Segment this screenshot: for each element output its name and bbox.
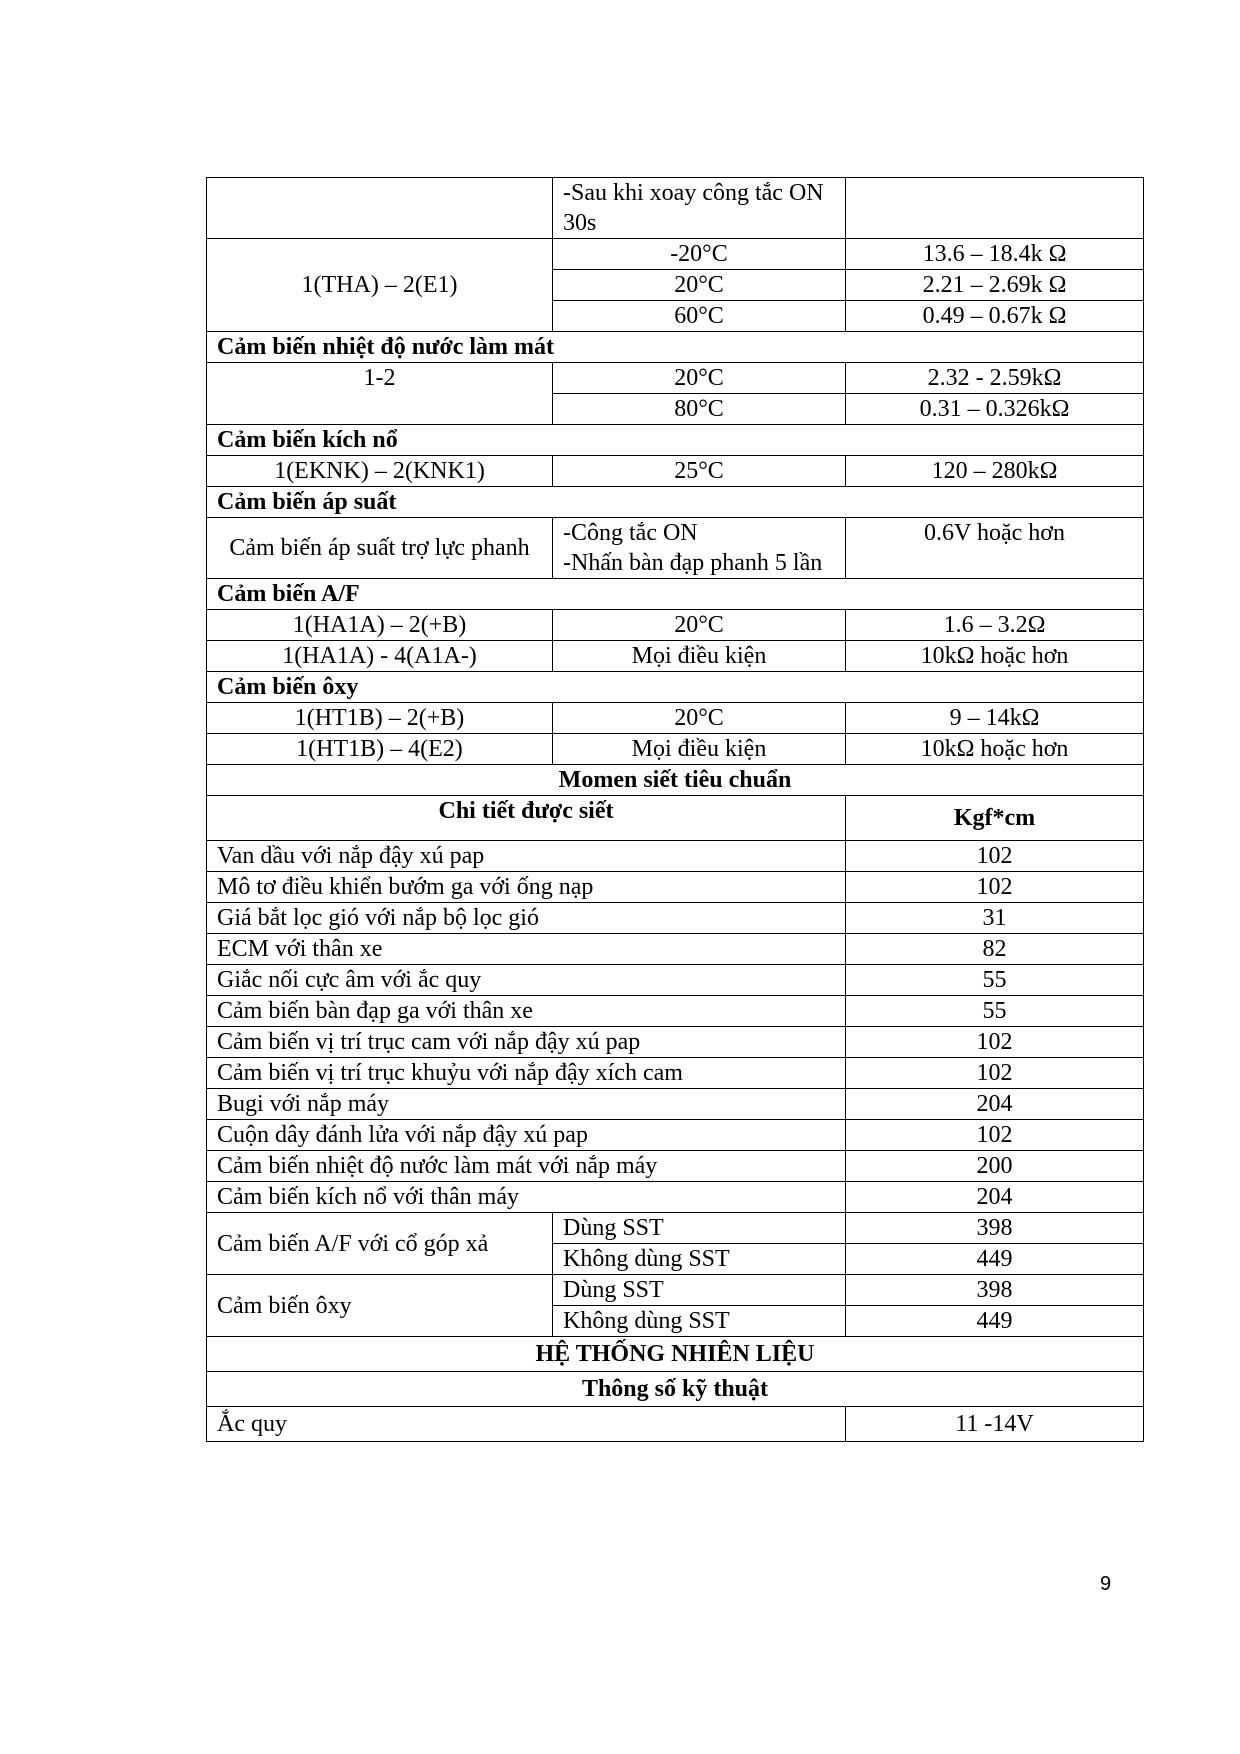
section-header xyxy=(207,579,1144,610)
torque-value: 102 xyxy=(846,1120,1144,1151)
knock-title: Cảm biến kích nổ xyxy=(207,425,1144,456)
table-row xyxy=(207,903,1144,934)
table-row xyxy=(207,1120,1144,1151)
table-row xyxy=(207,1151,1144,1182)
torque-value: 102 xyxy=(846,1027,1144,1058)
af-cond: Mọi điều kiện xyxy=(553,641,846,672)
table-row xyxy=(207,363,1144,394)
oxy-cond: 20°C xyxy=(553,703,846,734)
torque-part: Cảm biến vị trí trục cam với nắp đậy xú pap xyxy=(207,1027,846,1058)
tha-terminal: 1(THA) – 2(E1) xyxy=(207,239,553,332)
torque-value: 82 xyxy=(846,934,1144,965)
section-header xyxy=(207,672,1144,703)
torque-value: 102 xyxy=(846,872,1144,903)
torque-value: 200 xyxy=(846,1151,1144,1182)
pressure-name: Cảm biến áp suất trợ lực phanh xyxy=(207,518,553,579)
table-row xyxy=(207,1275,1144,1306)
oxy-value: 10kΩ hoặc hơn xyxy=(846,734,1144,765)
knock-cond: 25°C xyxy=(553,456,846,487)
oxy-torque-value: 449 xyxy=(846,1306,1144,1337)
pressure-cond xyxy=(553,518,846,579)
tha-value: 2.21 – 2.69k Ω xyxy=(846,270,1144,301)
table-row xyxy=(207,703,1144,734)
torque-value: 102 xyxy=(846,1058,1144,1089)
oxy-cond: Mọi điều kiện xyxy=(553,734,846,765)
torque-value: 102 xyxy=(846,841,1144,872)
coolant-title: Cảm biến nhiệt độ nước làm mát xyxy=(207,332,1144,363)
torque-part: Cảm biến kích nổ với thân máy xyxy=(207,1182,846,1213)
af-terminal: 1(HA1A) – 2(+B) xyxy=(207,610,553,641)
torque-part: ECM với thân xe xyxy=(207,934,846,965)
pressure-value: 0.6V hoặc hơn xyxy=(846,518,1144,579)
table-row xyxy=(207,996,1144,1027)
coolant-value: 2.32 - 2.59kΩ xyxy=(846,363,1144,394)
section-header xyxy=(207,487,1144,518)
section-header xyxy=(207,765,1144,796)
pressure-cond-1: -Công tắc ON xyxy=(563,520,698,546)
oxy-torque-value: 398 xyxy=(846,1275,1144,1306)
table-row xyxy=(207,872,1144,903)
torque-value: 55 xyxy=(846,996,1144,1027)
table-row xyxy=(207,239,1144,270)
af-torque-part: Cảm biến A/F với cổ góp xả xyxy=(207,1213,553,1275)
tha-cond: 60°C xyxy=(553,301,846,332)
tha-cond: -20°C xyxy=(553,239,846,270)
battery-label: Ắc quy xyxy=(207,1407,846,1442)
af-torque-method: Dùng SST xyxy=(553,1213,846,1244)
torque-header-row xyxy=(207,796,1144,841)
torque-part: Mô tơ điều khiển bướm ga với ống nạp xyxy=(207,872,846,903)
oxy-terminal: 1(HT1B) – 4(E2) xyxy=(207,734,553,765)
table-row xyxy=(207,178,1144,239)
torque-part: Cảm biến bàn đạp ga với thân xe xyxy=(207,996,846,1027)
table-row xyxy=(207,518,1144,579)
table-row xyxy=(207,1407,1144,1442)
table-row xyxy=(207,734,1144,765)
tha-cond: 20°C xyxy=(553,270,846,301)
table-row xyxy=(207,1213,1144,1244)
tha-value: 0.49 – 0.67k Ω xyxy=(846,301,1144,332)
torque-col-value: Kgf*cm xyxy=(846,796,1144,841)
tha-value: 13.6 – 18.4k Ω xyxy=(846,239,1144,270)
table-row xyxy=(207,641,1144,672)
torque-value: 204 xyxy=(846,1182,1144,1213)
torque-part: Giá bắt lọc gió với nắp bộ lọc gió xyxy=(207,903,846,934)
section-header xyxy=(207,332,1144,363)
switch-condition: -Sau khi xoay công tắc ON 30s xyxy=(553,178,846,239)
oxy-torque-part: Cảm biến ôxy xyxy=(207,1275,553,1337)
fuel-subtitle: Thông số kỹ thuật xyxy=(207,1372,1144,1407)
af-value: 1.6 – 3.2Ω xyxy=(846,610,1144,641)
section-header xyxy=(207,425,1144,456)
af-torque-value: 398 xyxy=(846,1213,1144,1244)
table-row xyxy=(207,1182,1144,1213)
af-title: Cảm biến A/F xyxy=(207,579,1144,610)
torque-col-part: Chi tiết được siết xyxy=(207,796,846,841)
torque-part: Giắc nối cực âm với ắc quy xyxy=(207,965,846,996)
table-row xyxy=(207,610,1144,641)
oxy-value: 9 – 14kΩ xyxy=(846,703,1144,734)
table-row xyxy=(207,1089,1144,1120)
torque-part: Cuộn dây đánh lửa với nắp đậy xú pap xyxy=(207,1120,846,1151)
section-header xyxy=(207,1372,1144,1407)
pressure-title: Cảm biến áp suất xyxy=(207,487,1144,518)
torque-title: Momen siết tiêu chuẩn xyxy=(207,765,1144,796)
af-value: 10kΩ hoặc hơn xyxy=(846,641,1144,672)
af-torque-method: Không dùng SST xyxy=(553,1244,846,1275)
table-row xyxy=(207,1027,1144,1058)
torque-value: 31 xyxy=(846,903,1144,934)
oxy-title: Cảm biến ôxy xyxy=(207,672,1144,703)
table-row xyxy=(207,456,1144,487)
oxy-torque-method: Dùng SST xyxy=(553,1275,846,1306)
af-cond: 20°C xyxy=(553,610,846,641)
coolant-cond: 80°C xyxy=(553,394,846,425)
torque-part: Van dầu với nắp đậy xú pap xyxy=(207,841,846,872)
torque-value: 55 xyxy=(846,965,1144,996)
fuel-title: HỆ THỐNG NHIÊN LIỆU xyxy=(207,1337,1144,1372)
knock-terminal: 1(EKNK) – 2(KNK1) xyxy=(207,456,553,487)
section-header xyxy=(207,1337,1144,1372)
coolant-cond: 20°C xyxy=(553,363,846,394)
table-row xyxy=(207,841,1144,872)
torque-part: Bugi với nắp máy xyxy=(207,1089,846,1120)
coolant-terminal: 1-2 xyxy=(207,363,553,425)
page-number: 9 xyxy=(1100,1573,1112,1595)
oxy-terminal: 1(HT1B) – 2(+B) xyxy=(207,703,553,734)
af-torque-value: 449 xyxy=(846,1244,1144,1275)
torque-part: Cảm biến vị trí trục khuỷu với nắp đậy xích cam xyxy=(207,1058,846,1089)
torque-rows xyxy=(207,841,1144,1213)
battery-value: 11 -14V xyxy=(846,1407,1144,1442)
table-row xyxy=(207,934,1144,965)
table-row xyxy=(207,965,1144,996)
torque-part: Cảm biến nhiệt độ nước làm mát với nắp máy xyxy=(207,1151,846,1182)
table-row xyxy=(207,1058,1144,1089)
af-terminal: 1(HA1A) - 4(A1A-) xyxy=(207,641,553,672)
torque-value: 204 xyxy=(846,1089,1144,1120)
pressure-cond-2: -Nhấn bàn đạp phanh 5 lần xyxy=(563,550,823,576)
coolant-value: 0.31 – 0.326kΩ xyxy=(846,394,1144,425)
spec-table xyxy=(206,177,1144,1442)
knock-value: 120 – 280kΩ xyxy=(846,456,1144,487)
oxy-torque-method: Không dùng SST xyxy=(553,1306,846,1337)
